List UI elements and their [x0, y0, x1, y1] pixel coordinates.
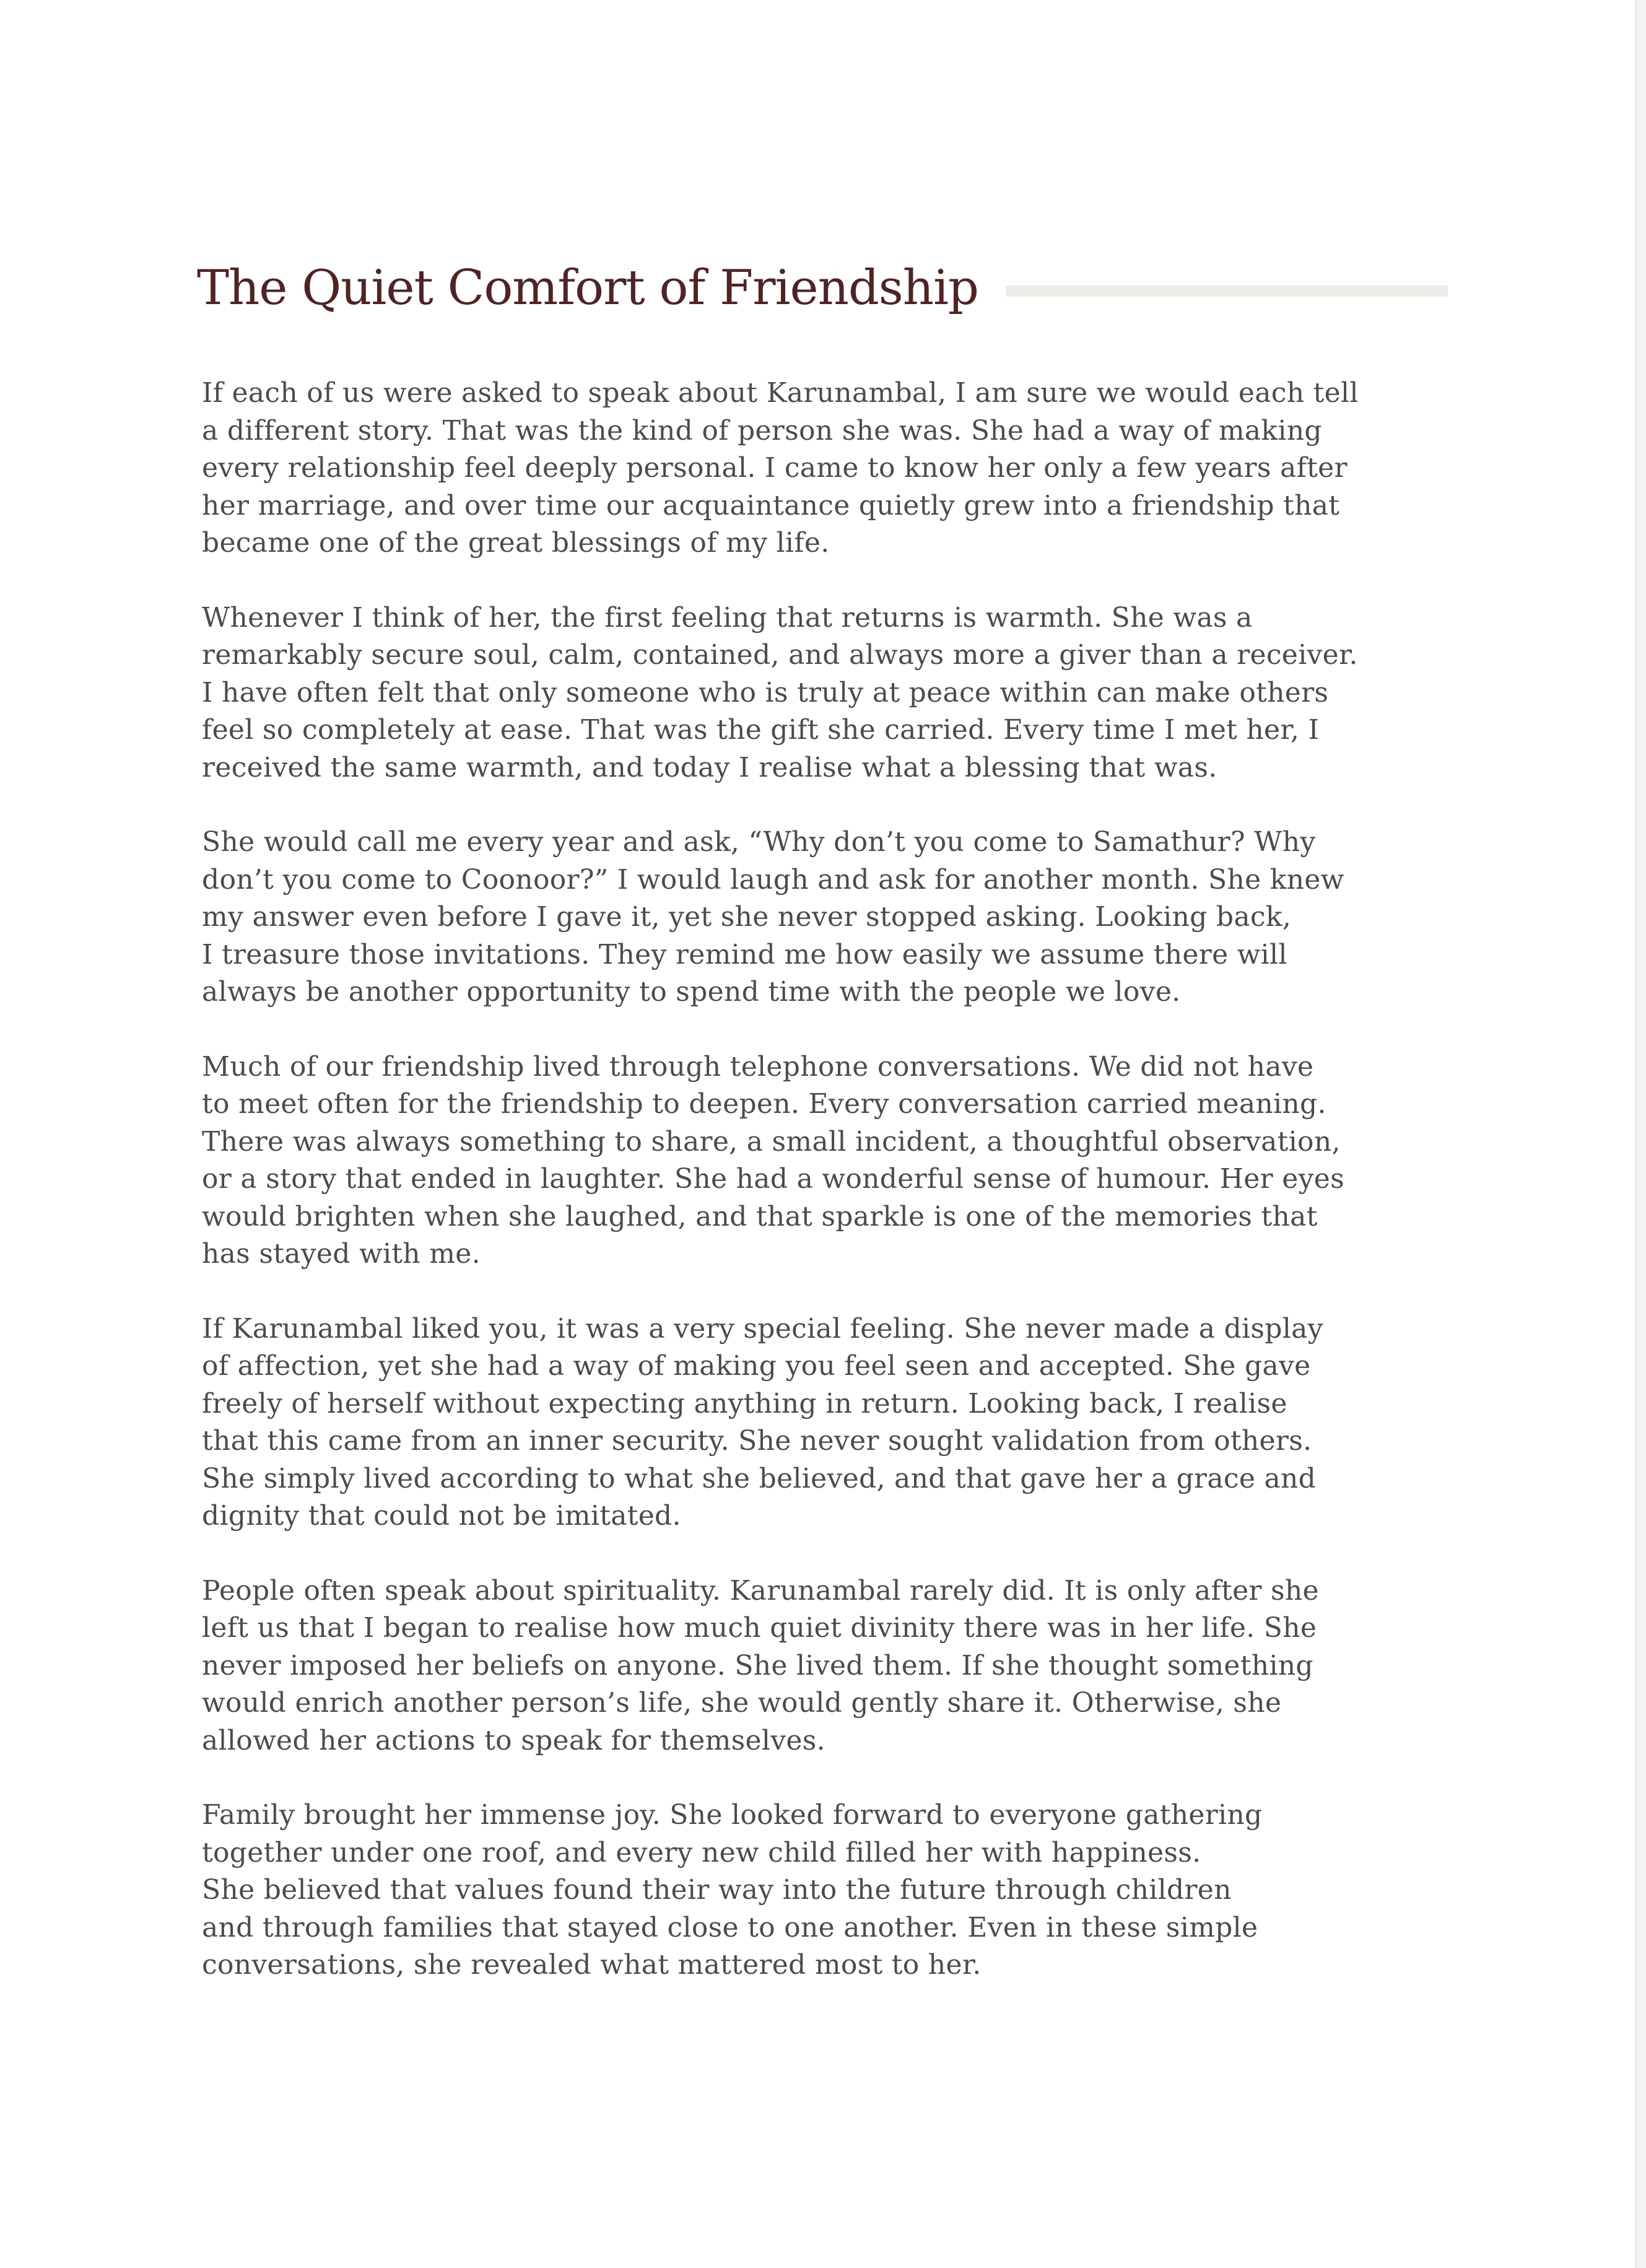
text-line: Whenever I think of her, the first feeling that returns is warmth. She was a	[202, 601, 1253, 634]
paragraph-2	[202, 600, 1459, 787]
text-line: don’t you come to Coonoor?” I would laugh and ask for another month. She knew	[202, 863, 1344, 896]
text-line: that this came from an inner security. She never sought validation from others.	[202, 1425, 1312, 1457]
title-divider	[1006, 286, 1448, 297]
text-line: together under one roof, and every new child filled her with happiness.	[202, 1836, 1201, 1869]
text-line: of affection, yet she had a way of making you feel seen and accepted. She gave	[202, 1350, 1311, 1382]
text-line: dignity that could not be imitated.	[202, 1500, 681, 1532]
text-line: If Karunambal liked you, it was a very special feeling. She never made a display	[202, 1312, 1323, 1345]
text-line: always be another opportunity to spend time with the people we love.	[202, 976, 1181, 1008]
page-title: The Quiet Comfort of Friendship	[197, 260, 978, 316]
paragraph-3	[202, 824, 1459, 1011]
text-line: freely of herself without expecting anything in return. Looking back, I realise	[202, 1387, 1287, 1420]
text-line: Family brought her immense joy. She looked forward to everyone gathering	[202, 1799, 1263, 1831]
page-edge	[1635, 0, 1646, 2268]
paragraph-1	[202, 375, 1459, 562]
text-line: and through families that stayed close to one another. Even in these simple	[202, 1911, 1258, 1943]
text-line: There was always something to share, a small incident, a thoughtful observation,	[202, 1125, 1341, 1158]
text-line: She simply lived according to what she believed, and that gave her a grace and	[202, 1462, 1317, 1494]
text-line: my answer even before I gave it, yet she never stopped asking. Looking back,	[202, 901, 1292, 933]
text-line: I treasure those invitations. They remind me how easily we assume there will	[202, 938, 1287, 970]
text-line: to meet often for the friendship to deepen. Every conversation carried meaning.	[202, 1088, 1326, 1120]
paragraph-4	[202, 1049, 1459, 1273]
text-line: If each of us were asked to speak about Karunambal, I am sure we would each tell	[202, 377, 1359, 409]
text-line: would enrich another person’s life, she would gently share it. Otherwise, she	[202, 1687, 1282, 1719]
paragraph-5	[202, 1311, 1459, 1535]
text-line: remarkably secure soul, calm, contained, and always more a giver than a receiver.	[202, 639, 1358, 671]
text-line: feel so completely at ease. That was the gift she carried. Every time I met her, I	[202, 714, 1320, 746]
text-line: never imposed her beliefs on anyone. She lived them. If she thought something	[202, 1649, 1313, 1681]
text-line: a different story. That was the kind of person she was. She had a way of making	[202, 414, 1322, 447]
paragraph-7	[202, 1797, 1459, 1984]
text-line: She would call me every year and ask, “Why don’t you come to Samathur? Why	[202, 826, 1316, 858]
text-line: allowed her actions to speak for themselves.	[202, 1724, 825, 1756]
article-body	[202, 375, 1459, 2022]
text-line: would brighten when she laughed, and that sparkle is one of the memories that	[202, 1200, 1318, 1232]
text-line: or a story that ended in laughter. She had a wonderful sense of humour. Her eyes	[202, 1163, 1344, 1195]
text-line: People often speak about spirituality. Karunambal rarely did. It is only after she	[202, 1574, 1319, 1607]
heading-row	[197, 248, 1448, 328]
text-line: every relationship feel deeply personal. I came to know her only a few years after	[202, 452, 1348, 484]
text-line: I have often felt that only someone who is truly at peace within can make others	[202, 676, 1329, 709]
text-line: has stayed with me.	[202, 1238, 481, 1270]
text-line: Much of our friendship lived through telephone conversations. We did not have	[202, 1050, 1314, 1083]
text-line: her marriage, and over time our acquaintance quietly grew into a friendship that	[202, 489, 1340, 521]
text-line: became one of the great blessings of my life.	[202, 527, 830, 559]
text-line: left us that I began to realise how much quiet divinity there was in her life. She	[202, 1612, 1317, 1644]
paragraph-6	[202, 1572, 1459, 1760]
text-line: She believed that values found their way into the future through children	[202, 1874, 1232, 1906]
text-line: conversations, she revealed what mattered most to her.	[202, 1949, 982, 1981]
text-line: received the same warmth, and today I realise what a blessing that was.	[202, 751, 1217, 783]
